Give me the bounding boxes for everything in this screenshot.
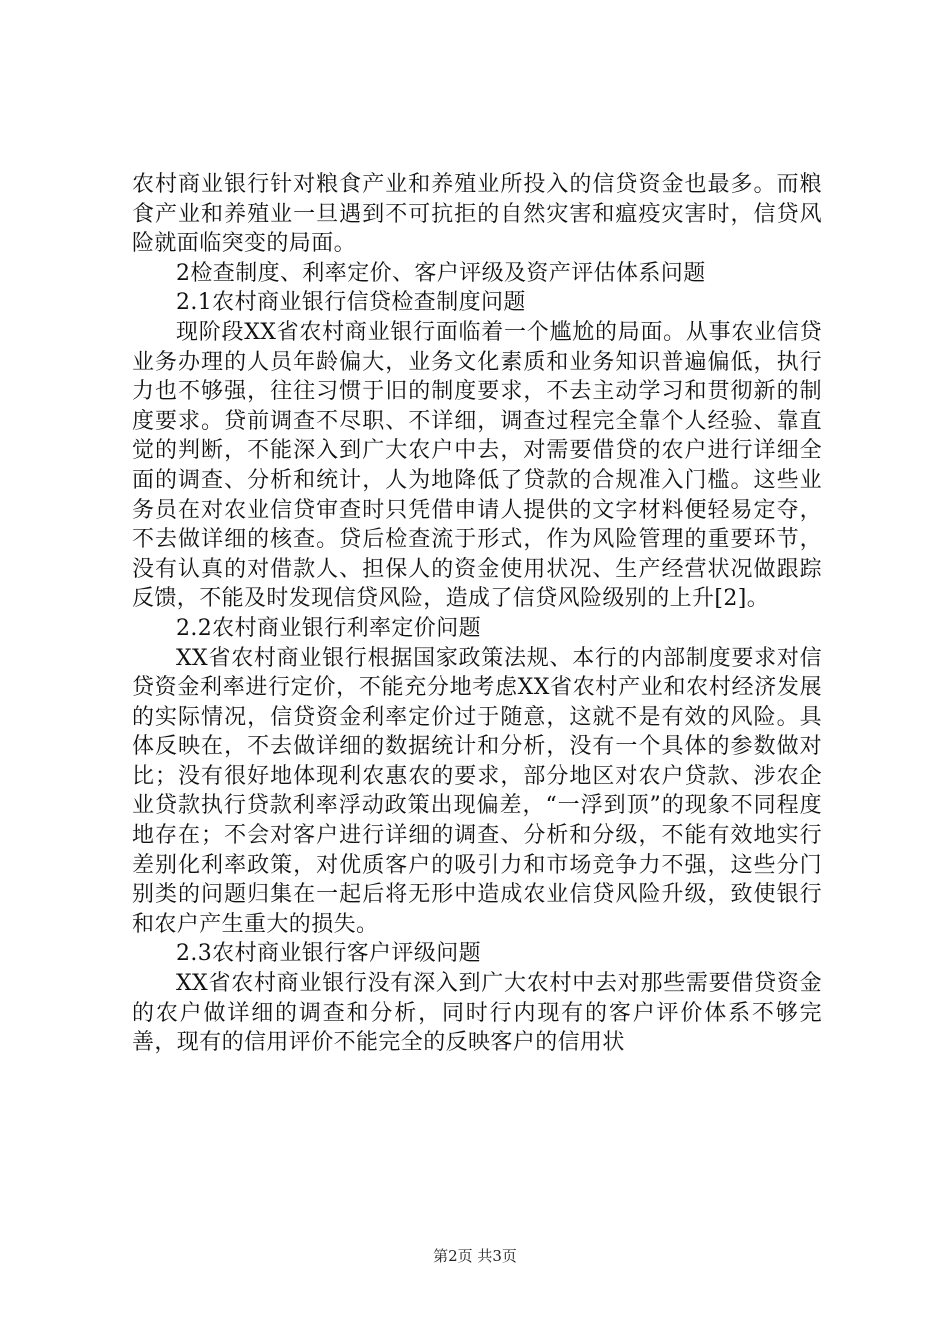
section-heading-2-1: 2.1农村商业银行信贷检查制度问题	[176, 290, 526, 316]
document-body	[132, 170, 822, 1058]
section-heading-2-3: 2.3农村商业银行客户评级问题	[176, 941, 481, 967]
paragraph-2-2-body: XX省农村商业银行根据国家政策法规、本行的内部制度要求对信贷资金利率进行定价，不能充分地考虑XX省农村产业和农村经济发展的实际情况，信贷资金利率定价过于随意，这就不是有效的风险。具体反映在，不去做详细的数据统计和分析，没有一个具体的参数做对比；没有很好地体现利农惠农的要求，部分地区对农户贷款、涉农企业贷款执行贷款利率浮动政策出现偏差，“一浮到顶”的现象不同程度地存在；不会对客户进行详细的调查、分析和分级，不能有效地实行差别化利率政策，对优质客户的吸引力和市场竞争力不强，这些分门别类的问题归集在一起后将无形中造成农业信贷风险升级，致使银行和农户产生重大的损失。	[132, 645, 822, 937]
page-footer: 第2页 共3页	[433, 1247, 517, 1265]
section-heading-2-2: 2.2农村商业银行利率定价问题	[176, 615, 481, 641]
paragraph-1: 农村商业银行针对粮食产业和养殖业所投入的信贷资金也最多。而粮食产业和养殖业一旦遇到不可抗拒的自然灾害和瘟疫灾害时，信贷风险就面临突变的局面。	[132, 172, 822, 257]
section-heading-2: 2检查制度、利率定价、客户评级及资产评估体系问题	[176, 260, 706, 286]
paragraph-2-3-body: XX省农村商业银行没有深入到广大农村中去对那些需要借贷资金的农户做详细的调查和分析，同时行内现有的客户评价体系不够完善，现有的信用评价不能完全的反映客户的信用状	[132, 971, 822, 1056]
paragraph-2-1-body: 现阶段XX省农村商业银行面临着一个尴尬的局面。从事农业信贷业务办理的人员年龄偏大，业务文化素质和业务知识普遍偏低，执行力也不够强，往往习惯于旧的制度要求，不去主动学习和贯彻新的制度要求。贷前调查不尽职、不详细，调查过程完全靠个人经验、靠直觉的判断，不能深入到广大农户中去，对需要借贷的农户进行详细全面的调查、分析和统计，人为地降低了贷款的合规准入门槛。这些业务员在对农业信贷审查时只凭借申请人提供的文字材料便轻易定夺，不去做详细的核查。贷后检查流于形式，作为风险管理的重要环节，没有认真的对借款人、担保人的资金使用状况、生产经营状况做跟踪反馈，不能及时发现信贷风险，造成了信贷风险级别的上升[2]。	[132, 319, 822, 612]
